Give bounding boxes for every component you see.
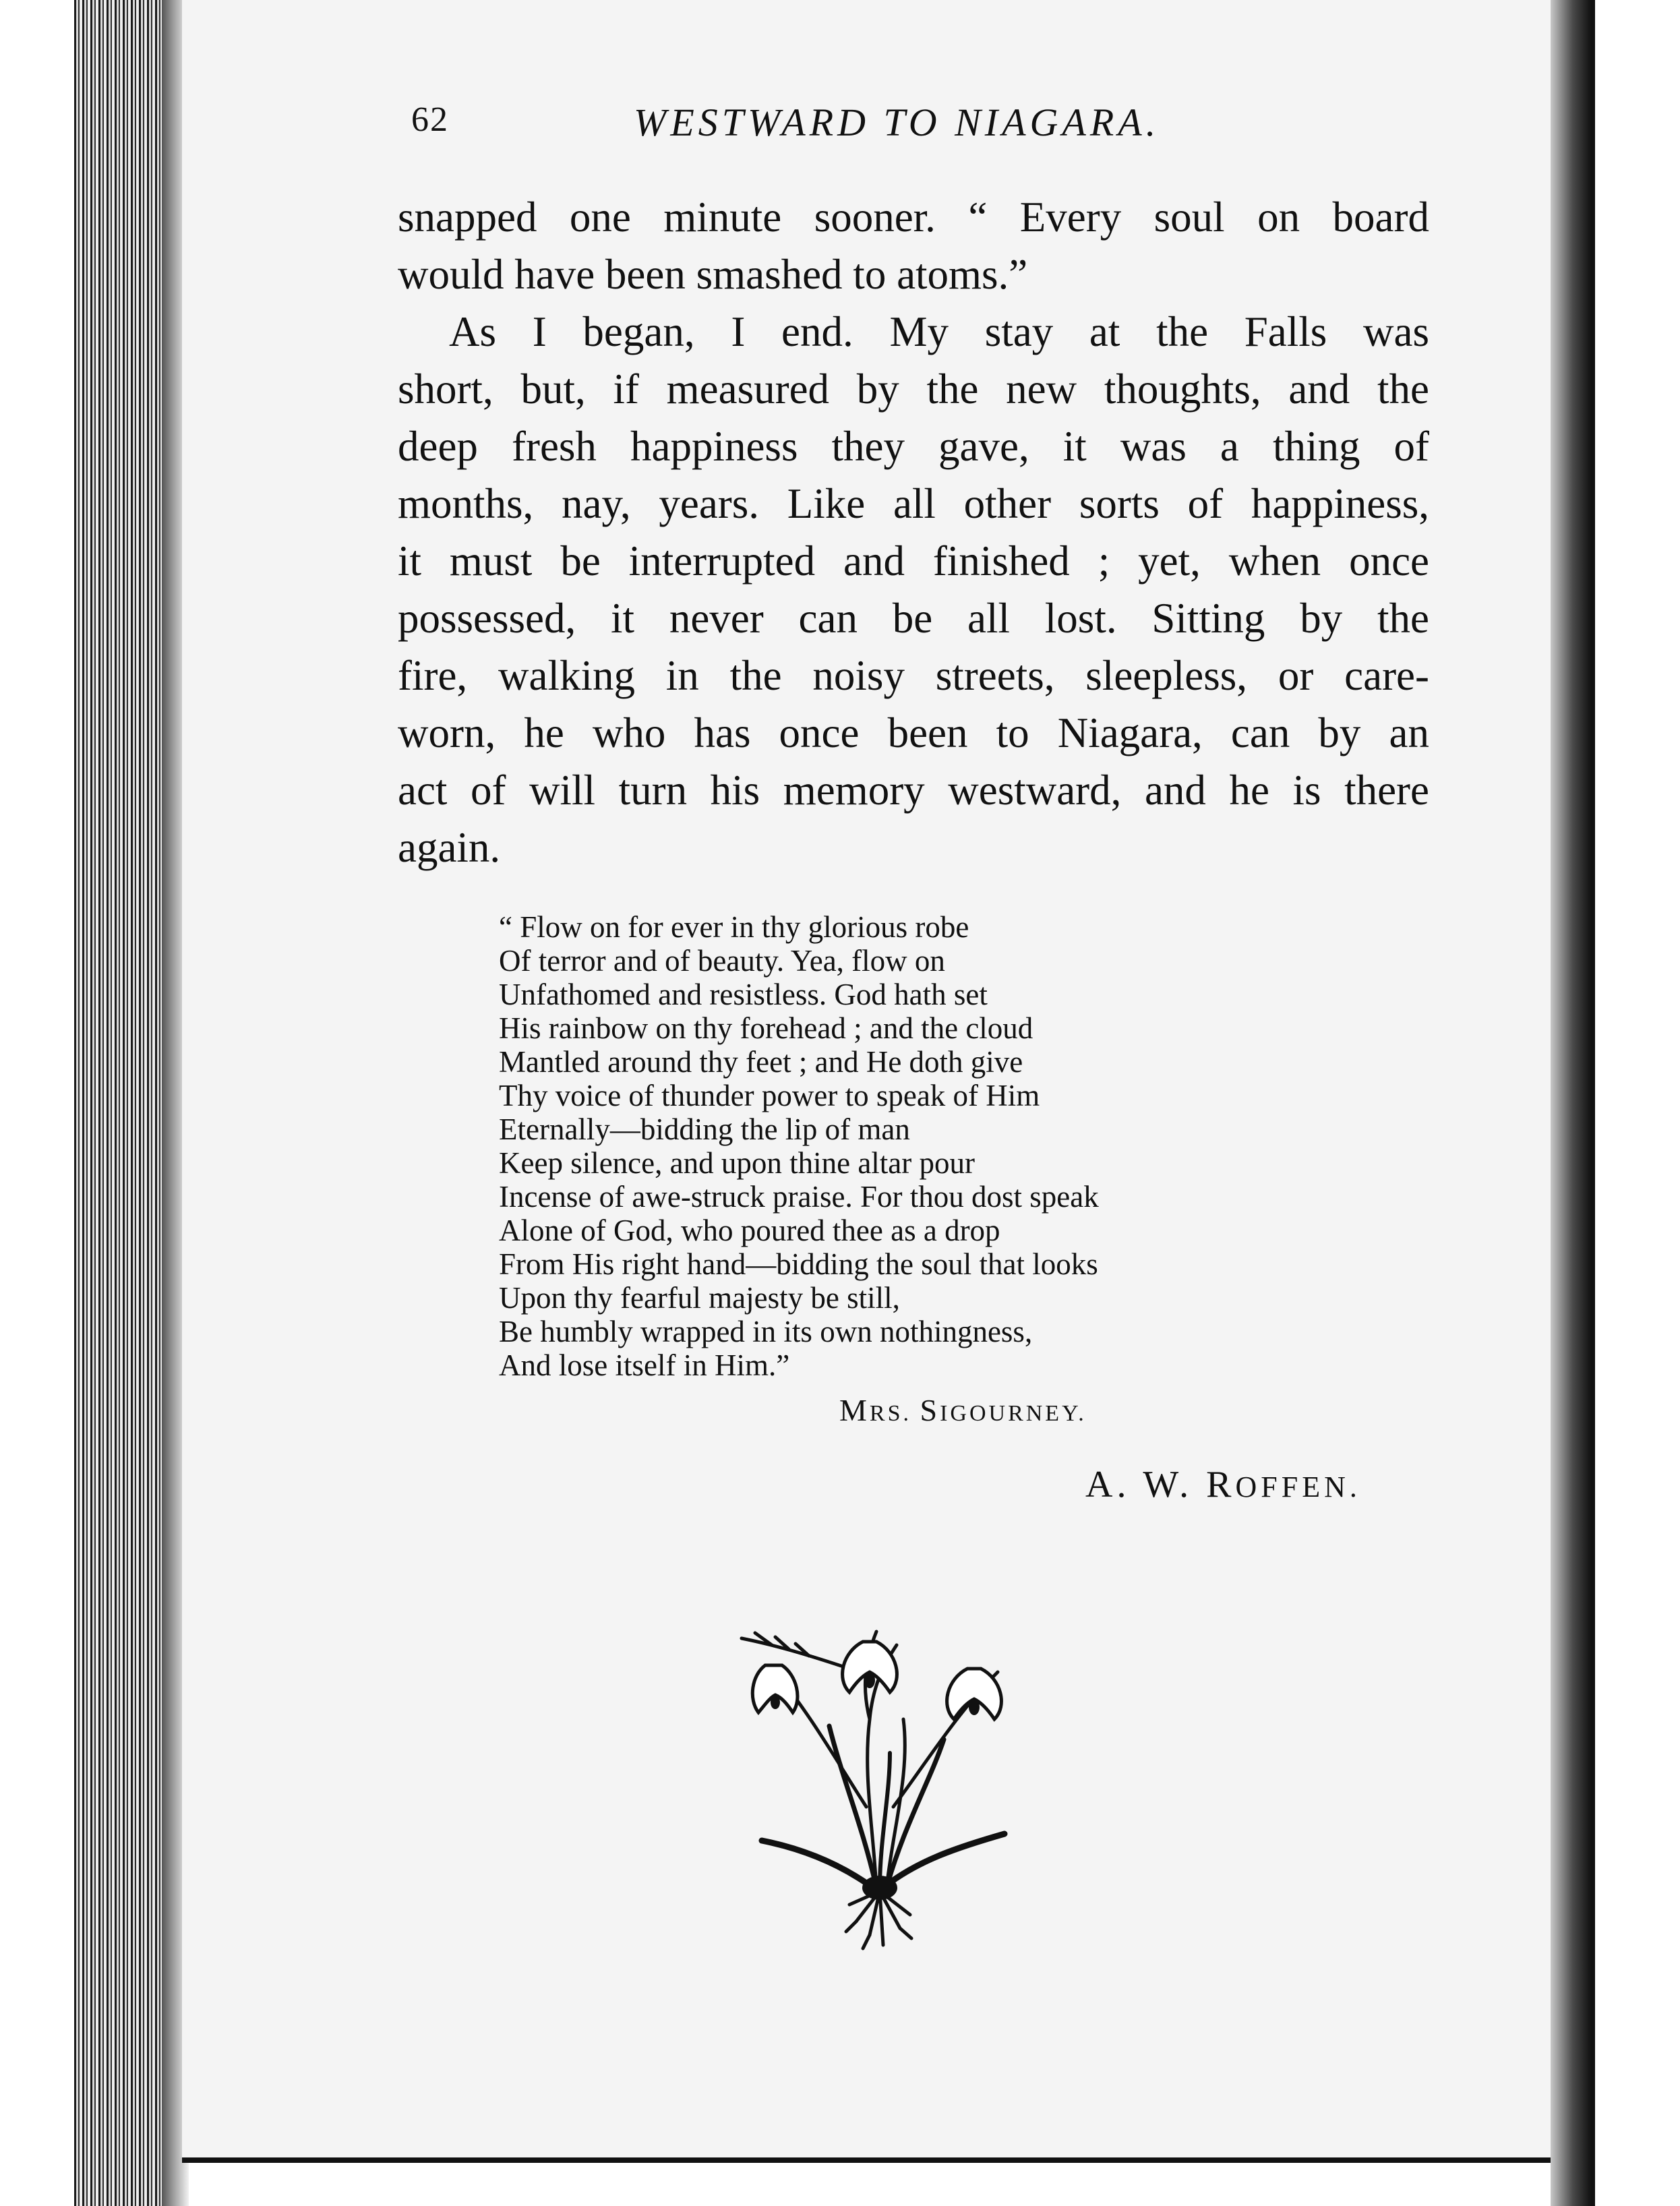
attribution-title-rest: RS.: [869, 1401, 920, 1426]
attribution-initial: M: [839, 1393, 870, 1427]
running-title: WESTWARD TO NIAGARA.: [634, 100, 1160, 144]
signature-surname-initial: R: [1206, 1464, 1236, 1506]
poem-attribution: [839, 1392, 1087, 1428]
page-number: 62: [411, 100, 449, 139]
poem-line: From His right hand—bidding the soul that looks: [499, 1247, 1098, 1281]
poem-line: Alone of God, who poured thee as a drop: [499, 1214, 1000, 1247]
poem-line: Be humbly wrapped in its own nothingness,: [499, 1315, 1033, 1348]
body-line: As I began, I end. My stay at the Falls was: [449, 308, 1429, 355]
body-line: would have been smashed to atoms.”: [398, 251, 1028, 298]
poem-line: Keep silence, and upon thine altar pour: [499, 1146, 976, 1180]
book-gutter: [1551, 0, 1591, 2206]
snowdrop-flower-icon: [735, 1605, 1045, 1955]
body-line: months, nay, years. Like all other sorts of happiness,: [398, 480, 1429, 527]
signature-initials: A. W.: [1085, 1464, 1207, 1506]
body-line: fire, walking in the noisy streets, sleepless, or care-: [398, 652, 1429, 699]
body-line: it must be interrupted and finished ; yet, when once: [398, 537, 1429, 585]
poem-quotation: [499, 910, 1274, 1382]
poem-line: Thy voice of thunder power to speak of Him: [499, 1079, 1040, 1112]
poem-line: Unfathomed and resistless. God hath set: [499, 978, 988, 1011]
poem-line: His rainbow on thy forehead ; and the cloud: [499, 1011, 1033, 1045]
author-signature: [1085, 1463, 1361, 1506]
body-text: [398, 189, 1429, 876]
body-line: deep fresh happiness they gave, it was a thing of: [398, 423, 1429, 470]
attribution-name-rest: IGOURNEY.: [940, 1401, 1087, 1426]
poem-line: Of terror and of beauty. Yea, flow on: [499, 944, 945, 978]
poem-line: “ Flow on for ever in thy glorious robe: [499, 910, 969, 944]
signature-surname-rest: OFFEN.: [1235, 1470, 1361, 1503]
facing-page-edge: [1591, 0, 1680, 2206]
body-line: act of will turn his memory westward, and he is there: [398, 767, 1429, 814]
body-line: short, but, if measured by the new thoughts, and the: [398, 365, 1429, 413]
body-line: possessed, it never can be all lost. Sitting by the: [398, 595, 1429, 642]
poem-line: And lose itself in Him.”: [499, 1348, 790, 1382]
poem-line: Incense of awe-struck praise. For thou dost speak: [499, 1180, 1099, 1214]
poem-line: Eternally—bidding the lip of man: [499, 1112, 910, 1146]
body-line: worn, he who has once been to Niagara, can by an: [398, 709, 1429, 756]
poem-line: Upon thy fearful majesty be still,: [499, 1281, 900, 1315]
body-line: snapped one minute sooner. “ Every soul on board: [398, 193, 1429, 241]
running-head: [411, 100, 1274, 154]
attribution-name-initial: S: [920, 1393, 940, 1427]
scan-margin-left: [0, 0, 74, 2206]
body-line: again.: [398, 824, 501, 871]
poem-line: Mantled around thy feet ; and He doth give: [499, 1045, 1023, 1079]
